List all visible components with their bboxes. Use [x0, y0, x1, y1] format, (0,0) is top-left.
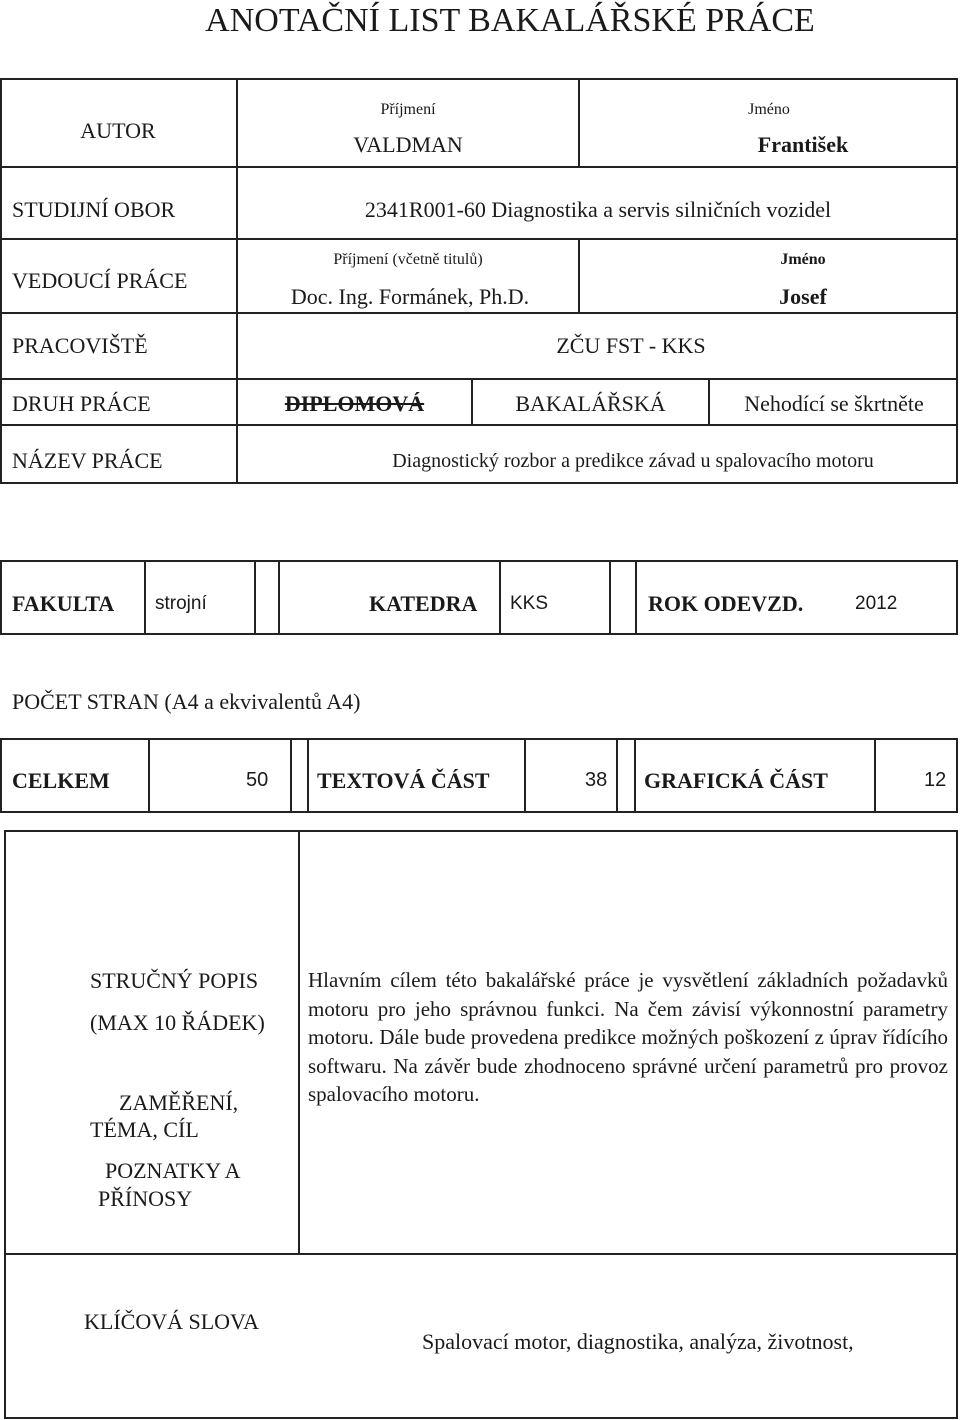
- author-surname: VALDMAN: [353, 132, 463, 157]
- supervisor-label: VEDOUCÍ PRÁCE: [12, 268, 188, 293]
- author-label: AUTOR: [80, 118, 156, 143]
- pages-total-label: CELKEM: [12, 768, 110, 793]
- workplace-label: PRACOVIŠTĚ: [12, 333, 148, 358]
- author-name-label: Jméno: [748, 101, 790, 118]
- faculty-label: FAKULTA: [12, 591, 115, 616]
- pages-total-value: 50: [246, 769, 269, 791]
- page-title: ANOTAČNÍ LIST BAKALÁŘSKÉ PRÁCE: [205, 2, 815, 39]
- summary-label-max: (MAX 10 ŘÁDEK): [90, 1010, 265, 1035]
- department-value: KKS: [510, 593, 549, 614]
- year-label: ROK ODEVZD.: [648, 591, 804, 616]
- year-value: 2012: [855, 593, 898, 614]
- summary-text: Hlavním cílem této bakalářské práce je vysvětlení základních požadavků motoru pro jeho správnou funkci. Na čem závisí výkonnostní parametry motoru. Dále bude provedena predikce možných poškození z úprav řídícího softwaru. Na závěr bude zhodnoceno správné určení parametrů pro provoz spalovacího motoru.: [308, 968, 948, 1106]
- work-type-note: Nehodící se škrtněte: [744, 391, 924, 416]
- work-type-diploma: DIPLOMOVÁ: [284, 391, 425, 416]
- pages-text-value: 38: [585, 769, 608, 791]
- summary-label-findings-a: POZNATKY A: [105, 1158, 241, 1183]
- pages-graphic-value: 12: [924, 769, 947, 791]
- summary-label-focus-a: ZAMĚŘENÍ,: [119, 1090, 239, 1115]
- work-type-bachelor: BAKALÁŘSKÁ: [515, 391, 666, 416]
- pages-text-label: TEXTOVÁ ČÁST: [317, 768, 490, 793]
- workplace-value: ZČU FST - KKS: [556, 333, 706, 358]
- work-type-label: DRUH PRÁCE: [12, 391, 151, 416]
- faculty-value: strojní: [155, 593, 207, 614]
- department-label: KATEDRA: [369, 591, 478, 616]
- author-surname-label: Příjmení: [380, 101, 436, 118]
- keywords-value: Spalovací motor, diagnostika, analýza, životnost,: [422, 1329, 854, 1354]
- summary-label-focus-b: TÉMA, CÍL: [90, 1117, 199, 1142]
- work-title-value: Diagnostický rozbor a predikce závad u spalovacího motoru: [392, 450, 874, 472]
- summary-label-brief: STRUČNÝ POPIS: [90, 968, 259, 993]
- keywords-label: KLÍČOVÁ SLOVA: [84, 1309, 259, 1334]
- author-name: František: [757, 132, 849, 157]
- supervisor-surname: Doc. Ing. Formánek, Ph.D.: [290, 284, 530, 309]
- supervisor-surname-label: Příjmení (včetně titulů): [333, 251, 483, 268]
- field-of-study-value: 2341R001-60 Diagnostika a servis silničních vozidel: [364, 197, 832, 222]
- work-title-label: NÁZEV PRÁCE: [12, 448, 163, 473]
- summary-label-findings-b: PŘÍNOSY: [98, 1186, 193, 1211]
- supervisor-name-label: Jméno: [780, 251, 826, 268]
- field-of-study-label: STUDIJNÍ OBOR: [12, 197, 176, 222]
- pages-heading: POČET STRAN (A4 a ekvivalentů A4): [12, 689, 361, 714]
- supervisor-name: Josef: [779, 284, 827, 309]
- pages-graphic-label: GRAFICKÁ ČÁST: [644, 768, 828, 793]
